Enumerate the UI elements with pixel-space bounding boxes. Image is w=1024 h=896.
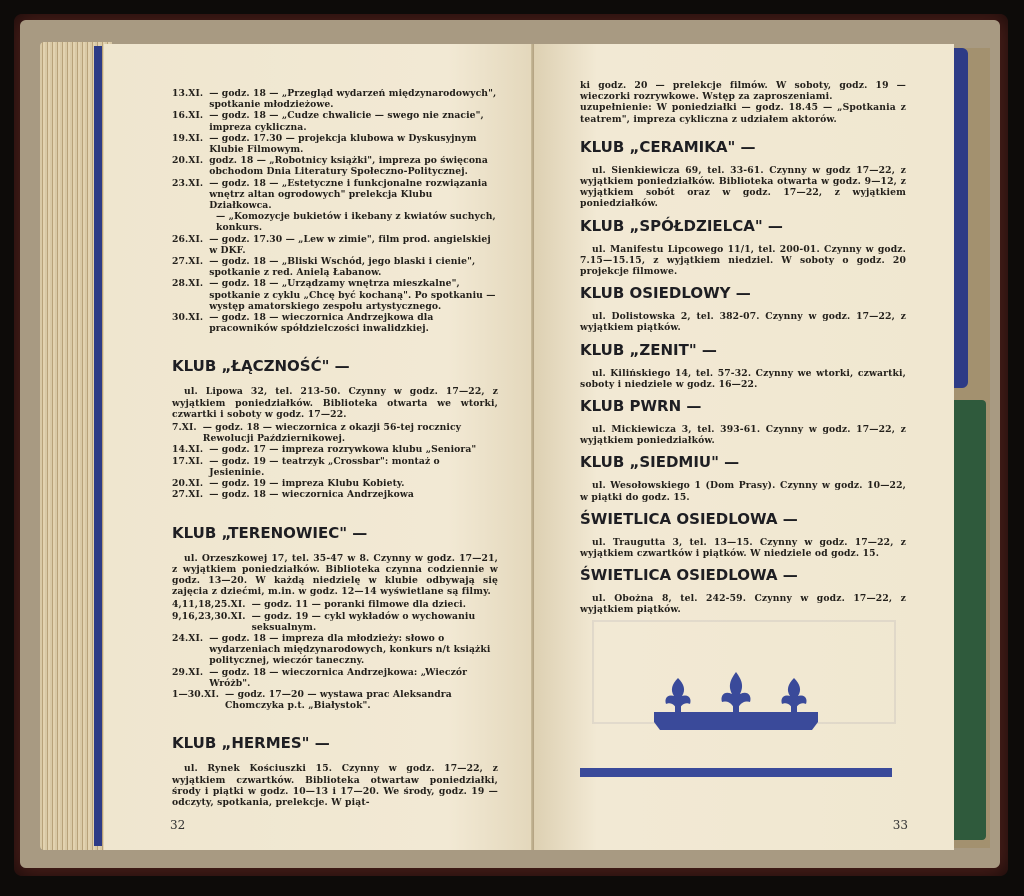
list-item: 27.XI. — godz. 18 — „Bliski Wschód, jego blaski i cienie", spotkanie z red. Anielą Łabanow. — [172, 256, 476, 279]
section-heading-zenit: KLUB „ZENIT" — — [580, 340, 717, 359]
section-heading-lacznosc: KLUB „ŁĄCZNOŚĆ" — — [172, 357, 350, 376]
club-info: ul. Orzeszkowej 17, tel. 35-47 w 8. Czynny w godz. 17—21, z wyjątkiem poniedziałków. Biblioteka czynna codziennie w godz. 13—20. W każdą niedzielę w klubie odbywają się zajęcia z dziećmi, m.in. w godz. 12—14 wyświetlane są filmy. — [172, 552, 498, 598]
list-item: 7.XI. — godz. 18 — wieczornica z okazji 56-tej rocznicy Rewolucji Październikowej. — [172, 422, 462, 445]
list-item: 13.XI. — godz. 18 — „Przegląd wydarzeń międzynarodowych", spotkanie młodzieżowe. — [172, 88, 497, 111]
section-heading-hermes: KLUB „HERMES" — — [172, 734, 330, 753]
list-item: 16.XI. — godz. 18 — „Cudze chwalicie — swego nie znacie", impreza cykliczna. — [172, 110, 484, 133]
left-page — [104, 44, 534, 850]
club-info: ul. Kilińskiego 14, tel. 57-32. Czynny we wtorki, czwartki, soboty i niedziele w godz. 16—22. — [580, 367, 906, 390]
supplement-note: uzupełnienie: W poniedziałki — godz. 18.45 — „Spotkania z teatrem", impreza cykliczna z udziałem aktorów. — [580, 102, 906, 125]
section-heading-swietlica-1: ŚWIETLICA OSIEDLOWA — — [580, 509, 798, 528]
club-info: ul. Obożna 8, tel. 242-59. Czynny w godz. 17—22, z wyjątkiem piątków. — [580, 593, 906, 616]
section-heading-osiedlowy: KLUB OSIEDLOWY — — [580, 284, 751, 303]
index-tab-blue — [952, 48, 968, 388]
index-tab-green — [952, 400, 986, 840]
club-info: ul. Rynek Kościuszki 15. Czynny w godz. 17—22, z wyjątkiem czwartków. Biblioteka otwartaw poniedziałki, środy i piątki w godz. 10—13 i 17—20. We środy, godz. 19 — odczyty, spotkania, prelekcje. W piąt- — [172, 763, 498, 808]
section-heading-siedmiu: KLUB „SIEDMIU" — — [580, 453, 740, 472]
list-item: 28.XI. — godz. 18 — „Urządzamy wnętrza mieszkalne", spotkanie z cyklu „Chcę być kochaną". Po spotkaniu — występ amatorskiego zespołu artystycznego. — [172, 278, 496, 312]
section-heading-pwrn: KLUB PWRN — — [580, 397, 702, 416]
page-number: 32 — [170, 818, 186, 832]
club-info: ul. Manifestu Lipcowego 11/1, tel. 200-01. Czynny w godz. 7.15—15.15, z wyjątkiem niedziel. W soboty o godz. 20 projekcje filmowe. — [580, 243, 906, 278]
section-heading-ceramika: KLUB „CERAMIKA" — — [580, 137, 756, 156]
club-info: ul. Mickiewicza 3, tel. 393-61. Czynny w godz. 17—22, z wyjątkiem poniedziałków. — [580, 424, 906, 447]
club-info: ul. Sienkiewicza 69, tel. 33-61. Czynny w godz 17—22, z wyjątkiem poniedziałków. Biblioteka otwarta w godz. 9—12, z wyjątkiem sobót oraz w godz. 17—22, z wyjątkiem poniedziałków. — [580, 164, 906, 210]
section-heading-terenowiec: KLUB „TERENOWIEC" — — [172, 523, 368, 542]
list-item: 30.XI. — godz. 18 — wieczornica Andrzejkowa dla pracowników spółdzielczości inwalidzkiej. — [172, 312, 434, 335]
club-info: ul. Lipowa 32, tel. 213-50. Czynny w godz. 17—22, z wyjątkiem poniedziałków. Biblioteka otwarta we wtorki, czwartki i soboty w godz. 17—22. — [172, 386, 498, 420]
floral-crown-ornament-icon — [648, 668, 824, 738]
decorative-rule — [580, 768, 892, 777]
section-heading-swietlica-2: ŚWIETLICA OSIEDLOWA — — [580, 566, 798, 585]
list-item: 27.XI. — godz. 18 — wieczornica Andrzejkowa — [172, 489, 414, 501]
list-item: 4,11,18,25.XI. — godz. 11 — poranki filmowe dla dzieci. — [172, 599, 467, 611]
list-item: 29.XI. — godz. 18 — wieczornica Andrzejkowa: „Wieczór Wróżb". — [172, 666, 468, 689]
section-heading-spoldzielca: KLUB „SPÓŁDZIELCA" — — [580, 216, 783, 235]
club-info: ul. Traugutta 3, tel. 13—15. Czynny w godz. 17—22, z wyjątkiem czwartków i piątków. W niedziele od godz. 15. — [580, 536, 906, 560]
list-item: 14.XI. — godz. 17 — impreza rozrywkowa klubu „Seniora" — [172, 444, 477, 456]
list-item: 17.XI. — godz. 19 — teatrzyk „Crossbar": montaż o Jesieninie. — [172, 455, 440, 478]
event-list — [172, 88, 498, 334]
list-item: 23.XI. — godz. 18 — „Estetyczne i funkcjonalne rozwiązania wnętrz altan ogrodowych" prelekcja Klubu Działkowca. — [172, 177, 488, 212]
bookmark-strip — [94, 46, 102, 846]
list-item: 20.XI. godz. 18 — „Robotnicy książki", impreza po święcona obchodom Dnia Literatury Społeczno-Politycznej. — [172, 155, 488, 178]
list-item: 24.XI. — godz. 18 — impreza dla młodzieży: słowo o wydarzeniach międzynarodowych, konkurs n/t książki politycznej, wieczór taneczny. — [172, 632, 491, 667]
club-info: ul. Dolistowska 2, tel. 382-07. Czynny w godz. 17—22, z wyjątkiem piątków. — [580, 311, 906, 334]
list-item: 1—30.XI. — godz. 17—20 — wystawa prac Aleksandra Chomczyka p.t. „Białystok". — [172, 688, 452, 712]
list-item: 20.XI. — godz. 19 — impreza Klubu Kobiety. — [172, 478, 405, 490]
club-info: ul. Wesołowskiego 1 (Dom Prasy). Czynny w godz. 10—22, w piątki do godz. 15. — [580, 480, 906, 503]
continued-text: ki godz. 20 — prelekcje filmów. W soboty, godz. 19 — wieczorki rozrywkowe. Wstęp za zaproszeniami. — [580, 80, 906, 103]
list-item: 9,16,23,30.XI. — godz. 19 — cykl wykładów o wychowaniu seksualnym. — [172, 610, 476, 633]
page-number: 33 — [892, 818, 908, 832]
list-item: 26.XI. — godz. 17.30 — „Lew w zimie", film prod. angielskiej w DKF. — [172, 233, 491, 256]
list-item: 19.XI. — godz. 17.30 — projekcja klubowa w Dyskusyjnym Klubie Filmowym. — [172, 132, 477, 156]
list-item: — „Komozycje bukietów i ikebany z kwiatów suchych, konkurs. — [216, 211, 496, 234]
